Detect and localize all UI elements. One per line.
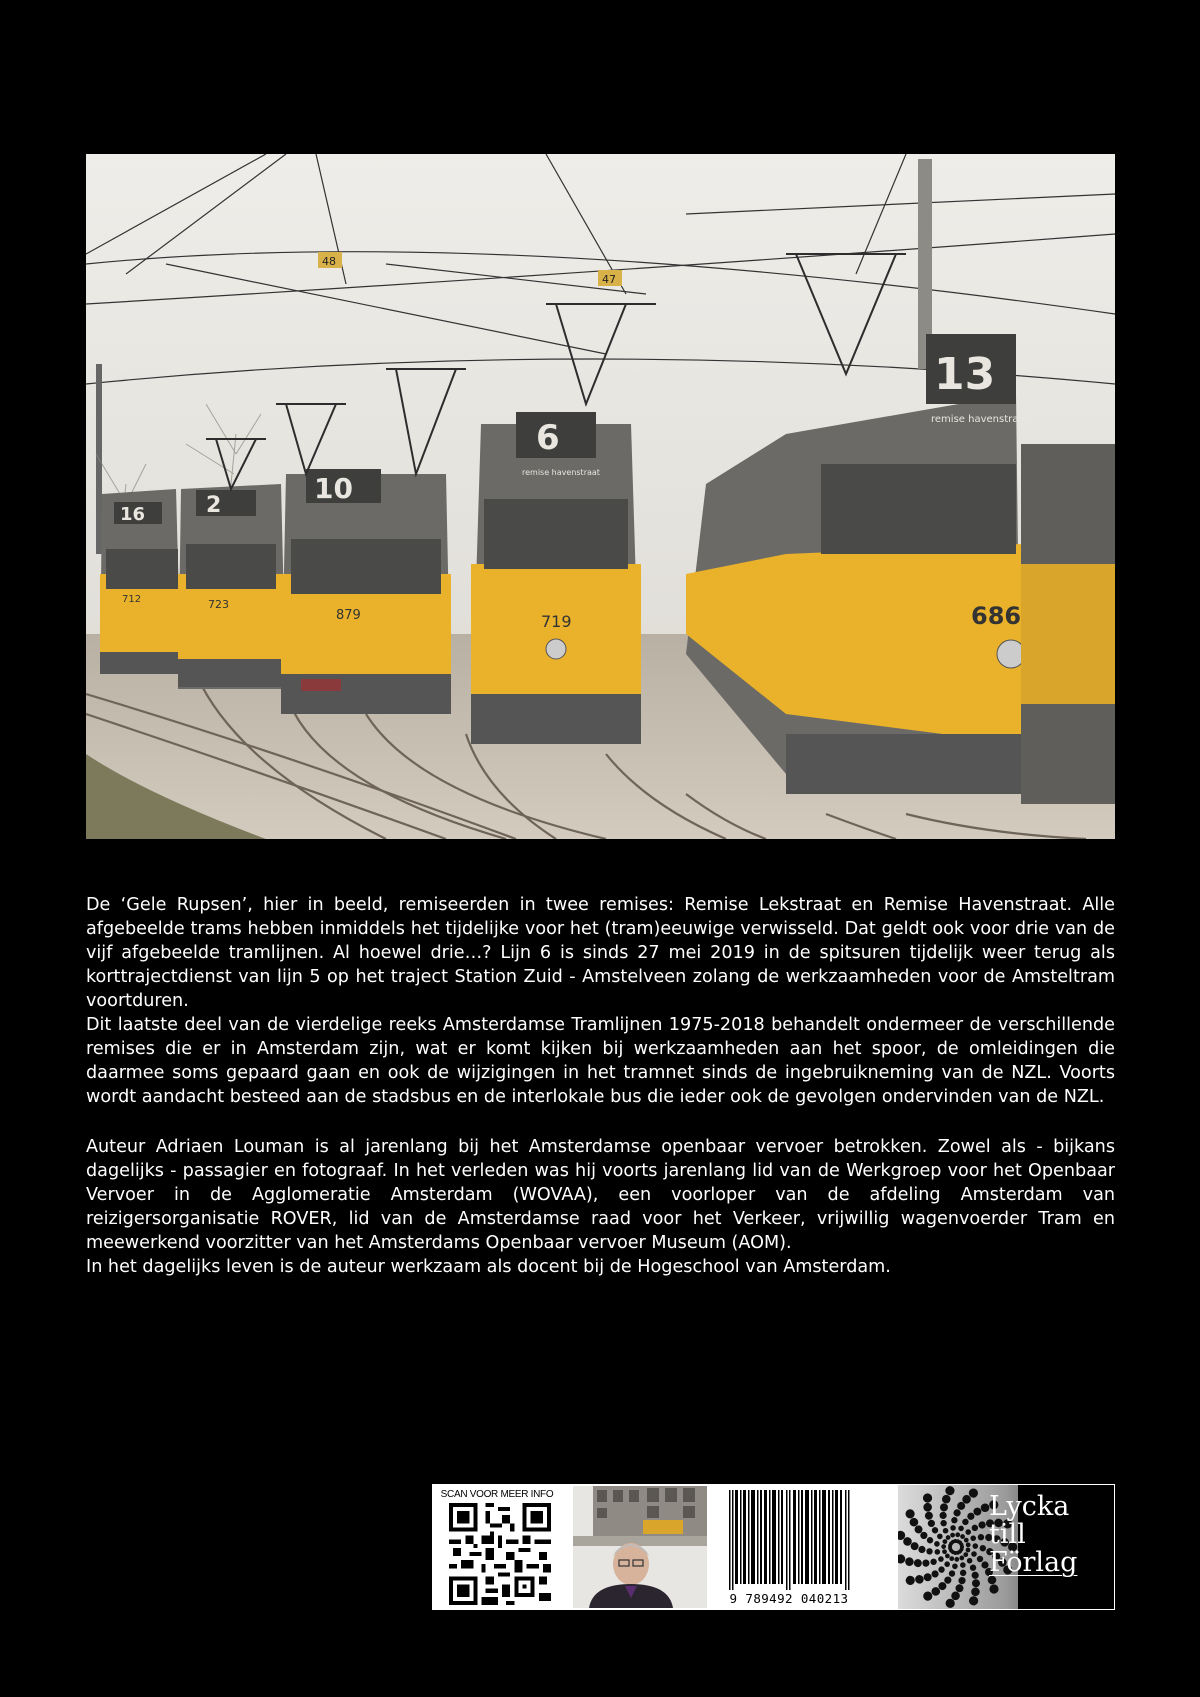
- paragraph-author: Auteur Adriaen Louman is al jarenlang bij het Amsterdamse openbaar vervoer betrokken. Zowel als - bijkans dagelijks - passagier en fotograaf. In het verleden was hij voorts jarenlang lid van de Werkgroep voor het Openbaar Vervoer in de Agglomeratie Amsterdam (WOVAA), een voorloper van de afdeling Amsterdam van reizigersorganisatie ROVER, lid van de Amsterdamse raad voor het Verkeer, vrijwillig wagenvoerder Tram en meewerkend voorzitter van het Amsterdams Openbaar vervoer Museum (AOM).: [86, 1137, 1115, 1253]
- tram-723-number: 723: [208, 598, 229, 611]
- paragraph-rupsen: De ‘Gele Rupsen’, hier in beeld, remiseerden in twee remises: Remise Lekstraat en Remise Havenstraat. Alle afgebeelde trams hebben inmiddels het tijdelijke voor het (tram)eeuwige verwisseld. Dat geldt ook voor drie van de vijf afgebeelde tramlijnen. Al hoewel drie…? Lijn 6 is sinds 27 mei 2019 in de spitsuren tijdelijk weer terug als korttrajectdienst van lijn 5 op het traject Station Zuid - Amstelveen zolang de werkzaamheden voor de Amsteltram voortduren.: [86, 895, 1115, 1011]
- description-block: [86, 893, 1115, 1109]
- tram-719-number: 719: [541, 612, 572, 631]
- tram-6-destination: remise havenstraat: [522, 468, 600, 477]
- author-photo: [573, 1486, 707, 1608]
- publisher-line-1: Lycka: [989, 1491, 1070, 1522]
- paragraph-occupation: In het dagelijks leven is de auteur werkzaam als docent bij de Hogeschool van Amsterdam.: [86, 1257, 891, 1277]
- paragraph-series: Dit laatste deel van de vierdelige reeks Amsterdamse Tramlijnen 1975-2018 behandelt ondermeer de verschillende remises die er in Amsterdam zijn, wat er komt kijken bij werkzaamheden aan het spoor, de omleidingen die daarmee soms gepaard gaan en ook de wijzigingen in het tramnet sinds de ingebruikneming van de NZL. Voorts wordt aandacht besteed aan de stadsbus en de interlokale bus die ieder ook de gevolgen ondervinden van de NZL.: [86, 1015, 1115, 1107]
- tram-879-number: 879: [336, 608, 361, 623]
- cover-photo-tram-depot: [86, 154, 1115, 839]
- tram-16-line-sign: 16: [120, 504, 146, 525]
- author-block: [86, 1135, 1115, 1279]
- publisher-name: [989, 1493, 1113, 1577]
- tram-712-number: 712: [122, 594, 142, 605]
- overhead-sign-47: 47: [602, 273, 616, 286]
- barcode-panel: [719, 1485, 859, 1609]
- tram-686-number: 686: [971, 602, 1022, 630]
- overhead-sign-48: 48: [322, 255, 336, 268]
- footer-strip: [432, 1484, 1115, 1610]
- qr-caption: SCAN VOOR MEER INFO: [440, 1489, 554, 1500]
- tram-13-line-sign: 13: [934, 349, 996, 400]
- qr-code-icon[interactable]: [449, 1503, 551, 1605]
- tram-10-line-sign: 10: [314, 472, 353, 505]
- tram-6-line-sign: 6: [536, 418, 560, 458]
- qr-panel: [433, 1485, 561, 1609]
- isbn-digits: 9 789492 040213: [729, 1591, 849, 1606]
- isbn-barcode-icon: [727, 1490, 853, 1590]
- publisher-line-3: Förlag: [989, 1547, 1078, 1578]
- publisher-line-2: till: [989, 1519, 1026, 1550]
- tram-depot-photo-icon: [86, 154, 1115, 839]
- tram-13-destination: remise havenstraat: [931, 414, 1029, 425]
- tram-2-line-sign: 2: [206, 493, 222, 518]
